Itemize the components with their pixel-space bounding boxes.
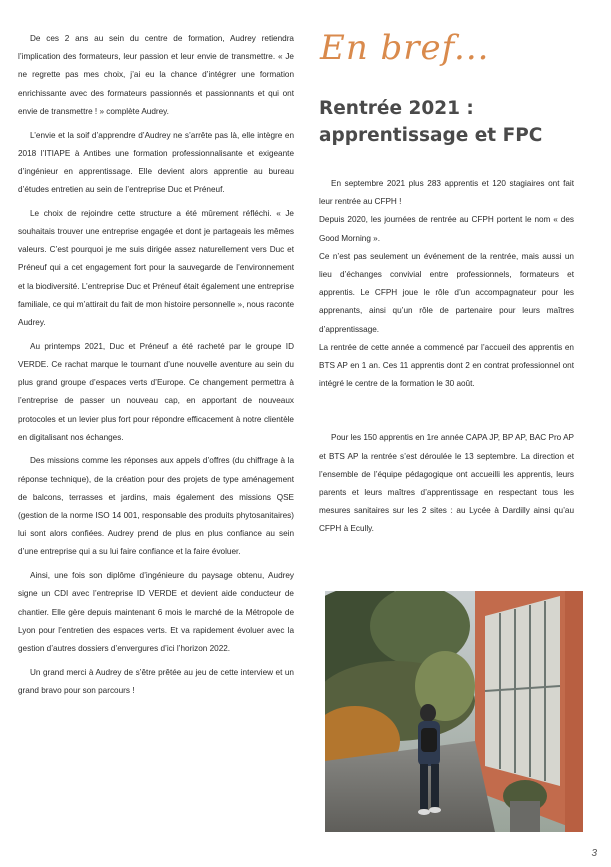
page-number: 3 <box>591 848 597 859</box>
paragraph: Au printemps 2021, Duc et Préneuf a été racheté par le groupe ID VERDE. Ce rachat marque le tournant d’une nouvelle aventure au sein du plus grand groupe d’espaces verts d’Europe. Ce changement permettra à l’entreprise de passer un nouveau cap, en apportant de nouveaux protocoles et un levier plus fort pour répondre efficacement à notre clientèle en digitalisant nos échanges. <box>18 341 294 442</box>
paragraph: Depuis 2020, les journées de rentrée au CFPH portent le nom « des Good Morning ». <box>319 215 574 243</box>
paragraph: En septembre 2021 plus 283 apprentis et 120 stagiaires ont fait leur rentrée au CFPH ! <box>319 179 574 207</box>
right-article-column <box>319 175 574 539</box>
paragraph: La rentrée de cette année a commencé par l’accueil des apprentis en BTS AP en 1 an. Ces 11 apprentis dont 2 en contrat professionnel ont intégré le centre de la formation le 30 août. <box>319 342 574 389</box>
left-article-column <box>18 30 294 706</box>
photo-student-walking <box>325 591 583 832</box>
paragraph: Pour les 150 apprentis en 1re année CAPA JP, BP AP, BAC Pro AP et BTS AP la rentrée s’est déroulée le 13 septembre. La direction et l’ensemble de l’équipe pédagogique ont accueilli les apprentis, leurs parents et leurs maîtres d’apprentissage en respectant tous les mesures sanitaires sur les 2 sites : au Lycée à Dardilly ainsi qu’au CFPH à Ecully. <box>319 433 574 534</box>
paragraph: Des missions comme les réponses aux appels d’offres (du chiffrage à la réponse technique), de la création pour des projets de type aménagement de balcons, terrasses et jardins, mais également des missions QSE (gestion de la norme ISO 14 001, responsable des produits phytosanitaires) lui sont alors confiées. Audrey prend de plus en plus confiance au sein d’une entreprise qui a su lui faire confiance et la faire évoluer. <box>18 456 294 557</box>
paragraph: Un grand merci à Audrey de s’être prêtée au jeu de cette interview et un grand bravo pour son parcours ! <box>18 667 294 695</box>
paragraph: L’envie et la soif d’apprendre d’Audrey ne s’arrête pas là, elle intègre en 2018 l’ITIAPE à Antibes une formation professionnalisante et exigeante d’ingénieur en apprentissage. Elle devient alors apprentie au bureau d’études entretien au sein de l’entreprise Duc et Préneuf. <box>18 130 294 195</box>
headline: Rentrée 2021 : apprentissage et FPC <box>319 98 543 146</box>
paragraph: Ce n’est pas seulement un événement de la rentrée, mais aussi un lieu d’échanges convivial entre professionnels, formateurs et apprentis. Le CFPH joue le rôle d’un accompagnateur pour les apprenants, ainsi qu’un rôle de partenaire pour leurs maîtres d’apprentissage. <box>319 251 574 334</box>
paragraph: Ainsi, une fois son diplôme d’ingénieure du paysage obtenu, Audrey signe un CDI avec l’entreprise ID VERDE et devient aide conducteur de chantier. Elle gère depuis maintenant 6 mois le marché de la Métropole de Lyon pour l’entretien des espaces verts. Et va rapidement évoluer avec la gestion d’autres dossiers d’envergures d’ici l’horizon 2022. <box>18 571 294 653</box>
section-title: En bref... <box>320 28 490 68</box>
paragraph: Le choix de rejoindre cette structure a été mûrement réfléchi. « Je souhaitais trouver une entreprise engagée et dont je partageais les mêmes valeurs. C’est pourquoi je me suis dirigée assez naturellement vers Duc et Préneuf qui a cet engagement fort pour la sauvegarde de l’environnement et la biodiversité. L’entreprise Duc et Préneuf était également une entreprise familiale, ce qui m’attirait du fait de mon histoire personnelle », nous raconte Audrey. <box>18 208 294 328</box>
paragraph: De ces 2 ans au sein du centre de formation, Audrey retiendra l’implication des formateurs, leur passion et leur envie de transmettre. « Je ne regrette pas mes choix, j’ai eu la chance d’intégrer une formation enrichissante avec des formateurs passionnés et passionnants et qui ont envie de transmettre ! » complète Audrey. <box>18 34 294 116</box>
